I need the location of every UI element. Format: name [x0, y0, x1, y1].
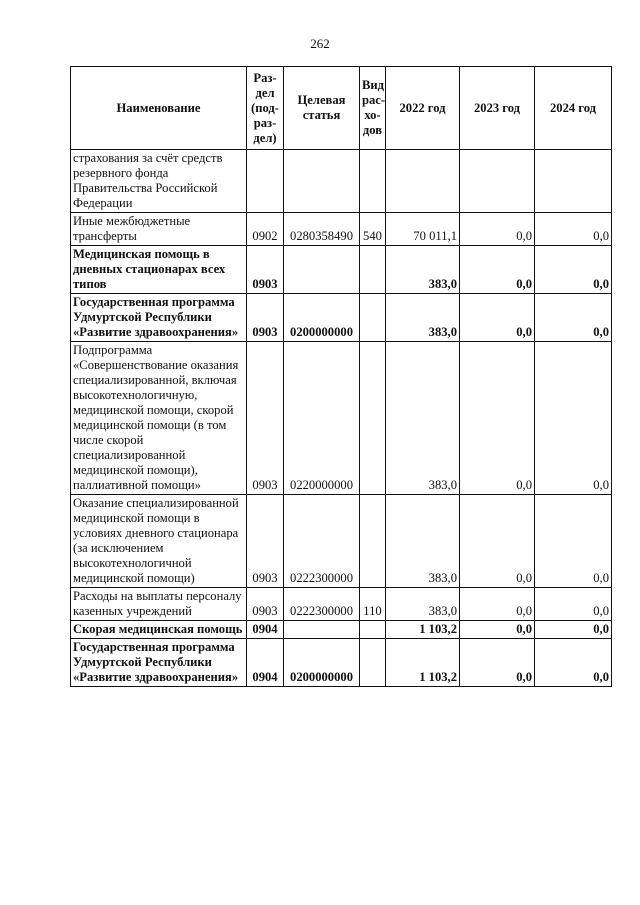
table-row: [71, 213, 612, 246]
row-type: [360, 246, 386, 294]
col-header-2024: 2024 год: [535, 67, 612, 150]
row-2023: 0,0: [460, 294, 535, 342]
row-2023: 0,0: [460, 342, 535, 495]
row-2022: 1 103,2: [386, 639, 460, 687]
row-name: Скорая медицинская помощь: [71, 621, 247, 639]
row-target: 0220000000: [284, 342, 360, 495]
row-name: Расходы на выплаты персоналу казенных учреждений: [71, 588, 247, 621]
row-target: [284, 246, 360, 294]
row-section: 0903: [247, 294, 284, 342]
row-2022: 383,0: [386, 588, 460, 621]
row-2024: 0,0: [535, 639, 612, 687]
row-type: 540: [360, 213, 386, 246]
row-type: 110: [360, 588, 386, 621]
row-2024: 0,0: [535, 588, 612, 621]
row-2023: 0,0: [460, 495, 535, 588]
row-section: 0903: [247, 495, 284, 588]
row-name: Государственная программа Удмуртской Республики «Развитие здравоохранения»: [71, 294, 247, 342]
row-2022: 383,0: [386, 495, 460, 588]
row-section: 0902: [247, 213, 284, 246]
row-2023: 0,0: [460, 246, 535, 294]
row-2023: 0,0: [460, 213, 535, 246]
table-row: [71, 294, 612, 342]
row-section: [247, 150, 284, 213]
row-target: [284, 621, 360, 639]
row-2022: 1 103,2: [386, 621, 460, 639]
row-type: [360, 294, 386, 342]
row-2023: 0,0: [460, 588, 535, 621]
row-name: Подпрограмма «Совершенствование оказания специализированной, включая высокотехнологичную, медицинской помощи, скорой медицинской помощи (в том числе скорой специализированной медицинской помощи), паллиативной помощи»: [71, 342, 247, 495]
row-name: Медицинская помощь в дневных стационарах всех типов: [71, 246, 247, 294]
row-type: [360, 495, 386, 588]
row-target: [284, 150, 360, 213]
row-section: 0903: [247, 588, 284, 621]
table-row: [71, 588, 612, 621]
col-header-name: Наименование: [71, 67, 247, 150]
row-2024: 0,0: [535, 495, 612, 588]
budget-table: [70, 66, 612, 687]
row-name: Оказание специализированной медицинской помощи в условиях дневного стационара (за исключением высокотехнологичной медицинской помощи): [71, 495, 247, 588]
row-2022: 383,0: [386, 246, 460, 294]
row-2024: 0,0: [535, 246, 612, 294]
row-2024: 0,0: [535, 621, 612, 639]
col-header-expense-type: Вид рас- хо- дов: [360, 67, 386, 150]
page-number: 262: [310, 36, 330, 51]
col-header-target: Целевая статья: [284, 67, 360, 150]
row-type: [360, 639, 386, 687]
row-2024: 0,0: [535, 213, 612, 246]
row-2023: 0,0: [460, 621, 535, 639]
row-type: [360, 342, 386, 495]
row-2022: 383,0: [386, 342, 460, 495]
row-2024: 0,0: [535, 342, 612, 495]
row-target: 0222300000: [284, 588, 360, 621]
table-row: [71, 150, 612, 213]
table-row: [71, 621, 612, 639]
row-section: 0904: [247, 639, 284, 687]
table-row: [71, 495, 612, 588]
row-target: 0200000000: [284, 639, 360, 687]
table-row: [71, 246, 612, 294]
col-header-section: Раз- дел (под- раз- дел): [247, 67, 284, 150]
row-target: 0222300000: [284, 495, 360, 588]
row-section: 0903: [247, 342, 284, 495]
row-name: Иные межбюджетные трансферты: [71, 213, 247, 246]
row-section: 0903: [247, 246, 284, 294]
row-target: 0200000000: [284, 294, 360, 342]
col-header-2023: 2023 год: [460, 67, 535, 150]
row-2023: 0,0: [460, 639, 535, 687]
row-section: 0904: [247, 621, 284, 639]
table-row: [71, 639, 612, 687]
row-name: страхования за счёт средств резервного фонда Правительства Российской Федерации: [71, 150, 247, 213]
row-2022: 383,0: [386, 294, 460, 342]
row-type: [360, 150, 386, 213]
table-row: [71, 342, 612, 495]
col-header-2022: 2022 год: [386, 67, 460, 150]
row-type: [360, 621, 386, 639]
row-2024: 0,0: [535, 294, 612, 342]
row-2023: [460, 150, 535, 213]
row-target: 0280358490: [284, 213, 360, 246]
row-2024: [535, 150, 612, 213]
header-row: [71, 67, 612, 150]
row-2022: [386, 150, 460, 213]
row-2022: 70 011,1: [386, 213, 460, 246]
row-name: Государственная программа Удмуртской Республики «Развитие здравоохранения»: [71, 639, 247, 687]
